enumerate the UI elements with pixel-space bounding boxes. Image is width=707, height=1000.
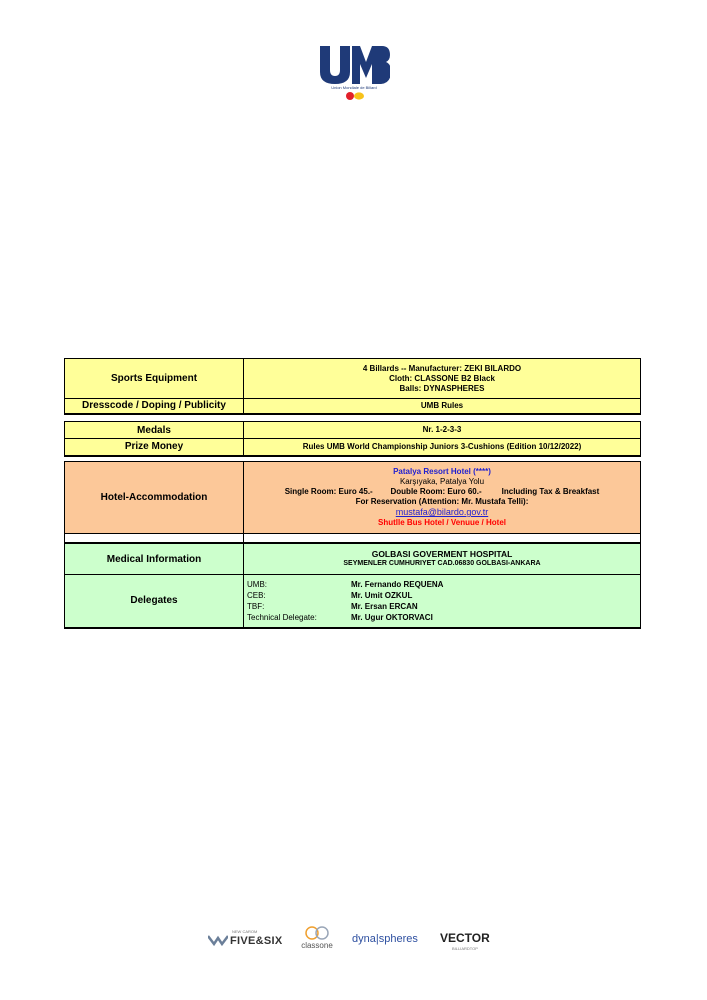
medals-label: Medals <box>65 422 244 439</box>
classone-logo: classone <box>294 926 340 954</box>
medical-row <box>65 544 641 575</box>
hotel-spacer-row <box>65 534 641 543</box>
hotel-spacer-left <box>65 534 244 543</box>
hotel-rates <box>244 487 640 497</box>
hotel-value <box>244 462 641 534</box>
umb-logo-dots <box>342 92 366 100</box>
delegate-ceb: CEB: Mr. Umit OZKUL <box>247 590 413 600</box>
hotel-email-link[interactable]: mustafa@bilardo.gov.tr <box>395 507 489 517</box>
delegate-umb: UMB: Mr. Fernando REQUENA <box>247 579 444 589</box>
umb-logo-subtitle: Union Mondiale de Billard <box>331 85 377 90</box>
delegates-list <box>244 575 641 628</box>
delegates-label: Delegates <box>65 575 244 628</box>
medical-value <box>244 544 641 575</box>
medical-label: Medical Information <box>65 544 244 575</box>
sports-equipment-label: Sports Equipment <box>65 359 244 399</box>
medals-value: Nr. 1-2-3-3 <box>244 422 641 439</box>
hotel-label: Hotel-Accommodation <box>65 462 244 534</box>
umb-logo <box>318 44 390 102</box>
classone-rings-icon <box>304 926 330 940</box>
hotel-double-rate: Double Room: Euro 60.- <box>390 487 482 496</box>
equipment-cloth: Cloth: CLASSONE B2 Black <box>389 373 495 383</box>
dresscode-label: Dresscode / Doping / Publicity <box>65 399 244 414</box>
vector-logo: VECTOR BILLIARDTOP <box>440 931 490 951</box>
prizes-table <box>64 421 641 457</box>
dresscode-value: UMB Rules <box>244 399 641 414</box>
equipment-balls: Balls: DYNASPHERES <box>399 383 485 393</box>
equipment-billards: 4 Billards -- Manufacturer: ZEKI BILARDO <box>362 363 522 373</box>
hotel-single-rate: Single Room: Euro 45.- <box>284 487 373 496</box>
hotel-spacer-right <box>244 534 641 543</box>
prize-money-value: Rules UMB World Championship Juniors 3-Cushions (Edition 10/12/2022) <box>244 439 641 456</box>
hotel-including: Including Tax & Breakfast <box>501 487 600 496</box>
five-six-logo: NEW CAROM FIVE&SIX <box>208 926 286 954</box>
sponsor-logos <box>208 926 500 954</box>
prize-money-row <box>65 439 641 456</box>
prize-money-label: Prize Money <box>65 439 244 456</box>
hotel-reservation: For Reservation (Attention: Mr. Mustafa Telli): <box>355 497 529 506</box>
medical-table <box>64 543 641 629</box>
sports-equipment-value <box>244 359 641 399</box>
delegate-tbf: TBF: Mr. Ersan ERCAN <box>247 601 418 611</box>
equipment-table <box>64 358 641 415</box>
five-six-icon <box>208 932 228 948</box>
medical-hospital: GOLBASI GOVERMENT HOSPITAL <box>371 549 513 559</box>
delegates-row <box>65 575 641 628</box>
medical-address: SEYMENLER CUMHURIYET CAD.06830 GOLBASI-ANKARA <box>343 560 541 567</box>
sports-equipment-row <box>65 359 641 399</box>
hotel-name: Patalya Resort Hotel (****) <box>393 467 491 476</box>
delegate-technical: Technical Delegate: Mr. Ugur OKTORVACI <box>247 612 433 622</box>
medals-row <box>65 422 641 439</box>
hotel-address: Karşıyaka, Patalya Yolu <box>399 477 485 486</box>
hotel-shuttle: Shutlle Bus Hotel / Venuue / Hotel <box>377 518 506 527</box>
hotel-table <box>64 461 641 543</box>
hotel-row <box>65 462 641 534</box>
dynaspheres-logo: dyna|spheres <box>352 933 418 945</box>
umb-logo-mark <box>318 44 390 86</box>
dresscode-row <box>65 399 641 414</box>
